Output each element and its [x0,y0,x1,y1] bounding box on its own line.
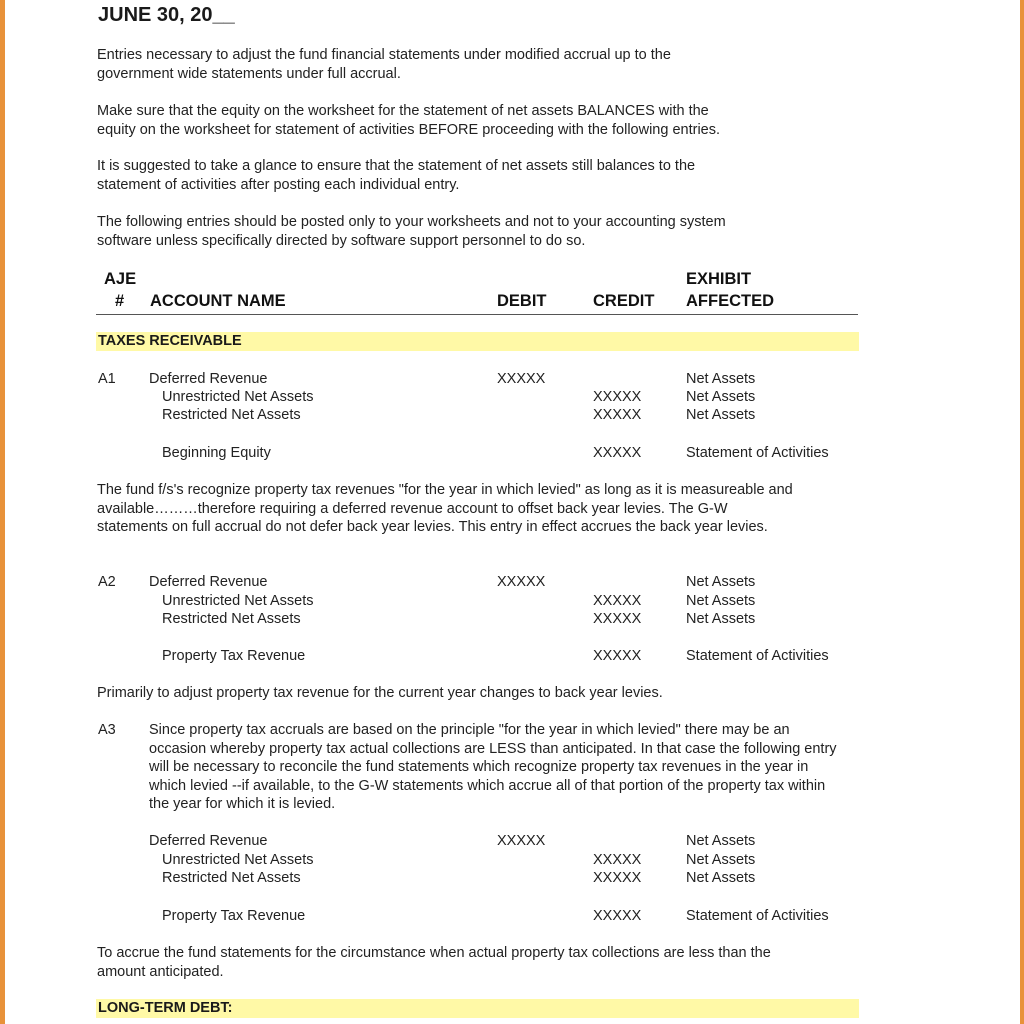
header-account-name: ACCOUNT NAME [150,292,286,310]
a3-note: To accrue the fund statements for the circumstance when actual property tax collections are less than the amount anticipated. [97,945,771,980]
header-affected: AFFECTED [686,292,774,310]
a1-account: Beginning Equity [162,445,271,461]
a2-exhibit: Net Assets [686,593,756,609]
a3-debit: XXXXX [497,833,546,849]
a1-credit: XXXXX [593,389,642,405]
a1-exhibit: Net Assets [686,371,756,387]
intro-paragraph-1: Entries necessary to adjust the fund financial statements under modified accrual up to the government wide statements under full accrual. [97,47,671,82]
a1-credit: XXXXX [593,445,642,461]
a2-account: Property Tax Revenue [162,648,306,664]
a2-account: Restricted Net Assets [162,611,301,627]
a2-credit: XXXXX [593,611,642,627]
a2-credit: XXXXX [593,648,642,664]
a2-note: Primarily to adjust property tax revenue for the current year changes to back year levies. [97,685,663,701]
a3-credit: XXXXX [593,870,642,886]
a1-account: Deferred Revenue [149,371,268,387]
a3-credit: XXXXX [593,852,642,868]
right-border [1020,0,1024,1024]
header-divider [96,314,858,315]
a2-account: Unrestricted Net Assets [162,593,314,609]
entry-id-a2: A2 [98,574,116,590]
a3-exhibit: Statement of Activities [686,908,829,924]
a2-debit: XXXXX [497,574,546,590]
a1-credit: XXXXX [593,407,642,423]
a3-exhibit: Net Assets [686,870,756,886]
a2-exhibit: Statement of Activities [686,648,829,664]
section-taxes-receivable: TAXES RECEIVABLE [96,332,859,351]
entry-id-a1: A1 [98,371,116,387]
header-number: # [115,292,125,310]
header-exhibit: EXHIBIT [686,270,752,288]
a1-account: Restricted Net Assets [162,407,301,423]
a1-account: Unrestricted Net Assets [162,389,314,405]
intro-paragraph-3: It is suggested to take a glance to ensure that the statement of net assets still balances to the statement of activities after posting each individual entry. [97,158,696,193]
a3-account: Unrestricted Net Assets [162,852,314,868]
a1-exhibit: Net Assets [686,389,756,405]
a1-debit: XXXXX [497,371,546,387]
entry-id-a3: A3 [98,722,116,738]
header-credit: CREDIT [593,292,655,310]
section-long-term-debt: LONG-TERM DEBT: [96,999,859,1018]
a3-description: Since property tax accruals are based on the principle "for the year in which levied" there may be an occasion whereby property tax actual collections are LESS than anticipated. In that case the following entry will be necessary to reconcile the fund statements which recognize property tax revenues in the year in which levied --if available, to the G-W statements which accrue all of that portion of the property tax within the year for which it is levied. [149,722,837,812]
header-debit: DEBIT [497,292,547,310]
intro-paragraph-4: The following entries should be posted only to your worksheets and not to your accounting system software unless specifically directed by software support personnel to do so. [97,214,726,249]
a3-account: Property Tax Revenue [162,908,306,924]
a2-exhibit: Net Assets [686,574,756,590]
a2-credit: XXXXX [593,593,642,609]
page-title: JUNE 30, 20__ [98,4,235,26]
a1-exhibit: Net Assets [686,407,756,423]
a1-note: The fund f/s's recognize property tax revenues "for the year in which levied" as long as it is measureable and available………therefore requiring a deferred revenue account to offset back year levies. The G-W statements on full accrual do not defer back year levies. This entry in effect accrues the back year levies. [97,482,793,535]
a3-exhibit: Net Assets [686,852,756,868]
a3-credit: XXXXX [593,908,642,924]
left-border [0,0,5,1024]
header-aje: AJE [104,270,137,288]
a3-account: Restricted Net Assets [162,870,301,886]
a3-account: Deferred Revenue [149,833,268,849]
a2-account: Deferred Revenue [149,574,268,590]
a1-exhibit: Statement of Activities [686,445,829,461]
a2-exhibit: Net Assets [686,611,756,627]
intro-paragraph-2: Make sure that the equity on the worksheet for the statement of net assets BALANCES with the equity on the worksheet for statement of activities BEFORE proceeding with the following entries. [97,103,721,138]
a3-exhibit: Net Assets [686,833,756,849]
